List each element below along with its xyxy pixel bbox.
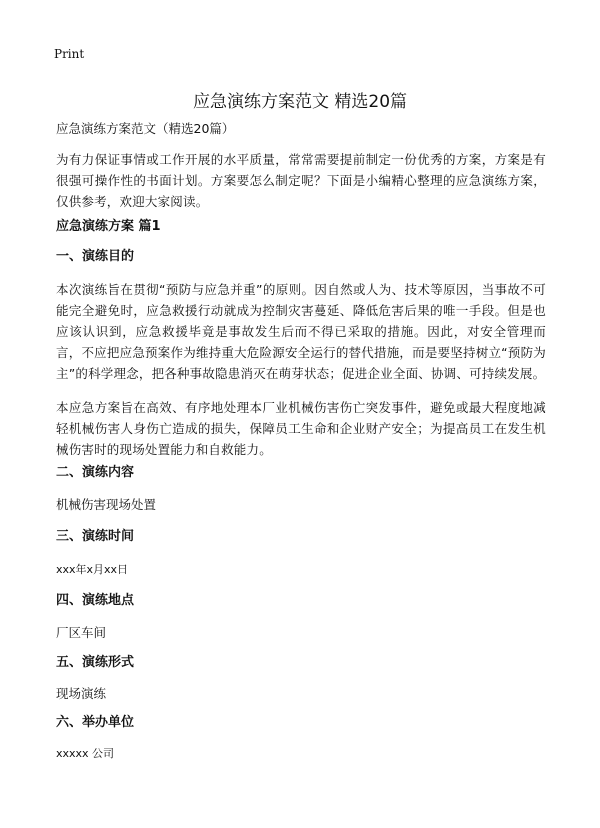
section-heading-purpose: 一、演练目的 [56, 249, 135, 264]
section-content-location: 厂区车间 [56, 625, 107, 640]
purpose-paragraph-1: 本次演练旨在贯彻“预防与应急并重”的原则。因自然或人为、技术等原因，当事故不可能完全避免时，应急救援行动就成为控制灾害蔓延、降低危害后果的唯一手段。但是也应该认识到，应急救援毕竟是事故发生后而不得已采取的措施。因此，对安全管理而言，不应把应急预案作为维持重大危险源安全运行的替代措施，而是要坚持树立“预防为主”的科学理念，把各种事故隐患消灭在萌芽状态；促进企业全面、协调、可持续发展。 [56, 282, 546, 381]
section-heading-location: 四、演练地点 [56, 593, 135, 608]
section-heading-time: 三、演练时间 [56, 529, 135, 544]
document-subtitle: 应急演练方案范文（精选20篇） [56, 121, 235, 136]
section-content-time: xxx年x月xx日 [56, 563, 129, 576]
section-heading-organizer: 六、举办单位 [56, 715, 135, 730]
chapter-heading: 应急演练方案 篇1 [56, 219, 161, 234]
section-content-organizer: xxxxx 公司 [56, 747, 115, 760]
section-heading-format: 五、演练形式 [56, 655, 135, 670]
intro-paragraph: 为有力保证事情或工作开展的水平质量，常常需要提前制定一份优秀的方案，方案是有很强可操作性的书面计划。方案要怎么制定呢？下面是小编精心整理的应急演练方案，仅供参考，欢迎大家阅读。 [56, 152, 546, 209]
section-content-content: 机械伤害现场处置 [56, 497, 157, 512]
page-title: 应急演练方案范文 精选20篇 [192, 92, 408, 113]
section-heading-content: 二、演练内容 [56, 465, 135, 480]
section-content-format: 现场演练 [56, 686, 107, 701]
purpose-paragraph-2: 本应急方案旨在高效、有序地处理本厂业机械伤害伤亡突发事件，避免或最大程度地减轻机械伤害人身伤亡造成的损失，保障员工生命和企业财产安全；为提高员工在发生机械伤害时的现场处置能力和自救能力。 [56, 400, 546, 457]
print-label: Print [54, 47, 85, 61]
